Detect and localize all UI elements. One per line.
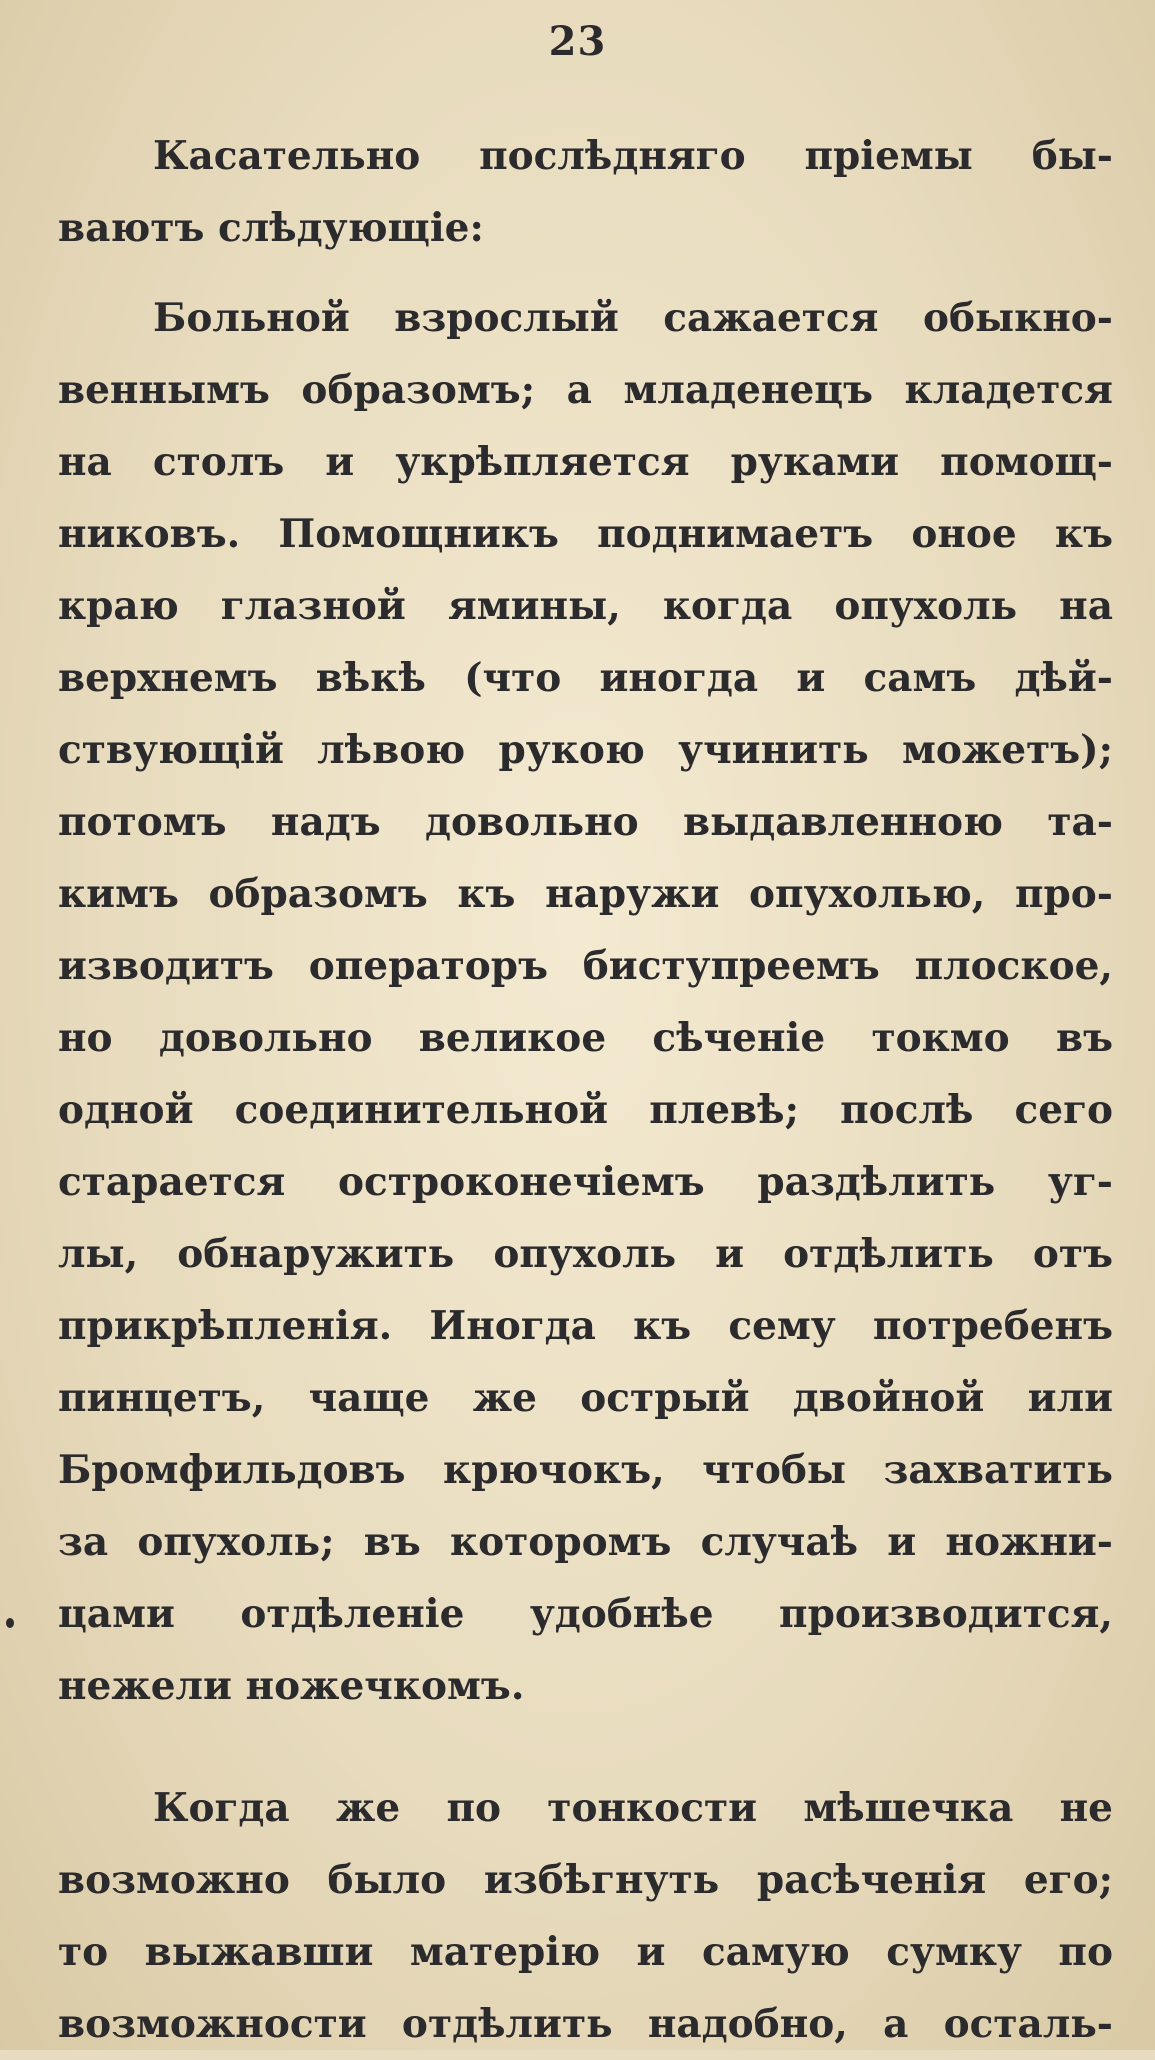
text-line: возможности отдѣлить надобно, а осталь- bbox=[58, 2001, 1113, 2047]
text-line: верхнемъ вѣкѣ (что иногда и самъ дѣй- bbox=[58, 655, 1113, 701]
text-line: лы, обнаружить опухоль и отдѣлить отъ bbox=[58, 1231, 1113, 1277]
text-line: Когда же по тонкости мѣшечка не bbox=[153, 1785, 1113, 1831]
text-line: ствующій лѣвою рукою учинить можетъ); bbox=[58, 727, 1113, 773]
body-text bbox=[58, 120, 1113, 2060]
paragraph-1 bbox=[58, 120, 1113, 264]
text-line: кимъ образомъ къ наружи опухолью, про- bbox=[58, 871, 1113, 917]
text-line: пинцетъ, чаще же острый двойной или bbox=[58, 1375, 1113, 1421]
paragraph-2 bbox=[58, 282, 1113, 1722]
text-line: то выжавши матерію и самую сумку по bbox=[58, 1929, 1113, 1975]
text-line: веннымъ образомъ; а младенецъ кладется bbox=[58, 367, 1113, 413]
text-line: старается остроконечіемъ раздѣлить уг- bbox=[58, 1159, 1113, 1205]
text-line: одной соединительной плевѣ; послѣ сего bbox=[58, 1087, 1113, 1133]
text-line: на столъ и укрѣпляется руками помощ- bbox=[58, 439, 1113, 485]
text-line: Больной взрослый сажается обыкно- bbox=[153, 295, 1113, 341]
text-line: никовъ. Помощникъ поднимаетъ оное къ bbox=[58, 511, 1113, 557]
text-line: цами отдѣленіе удобнѣе производится, bbox=[58, 1591, 1113, 1637]
page-number: 23 bbox=[548, 18, 607, 65]
text-line: краю глазной ямины, когда опухоль на bbox=[58, 583, 1113, 629]
text-line: возможно было избѣгнуть расѣченія его; bbox=[58, 1857, 1113, 1903]
text-line: но довольно великое сѣченіе токмо въ bbox=[58, 1015, 1113, 1061]
text-line: потомъ надъ довольно выдавленною та- bbox=[58, 799, 1113, 845]
text-line: прикрѣпленія. Иногда къ сему потребенъ bbox=[58, 1303, 1113, 1349]
text-line: ваютъ слѣдующіе: bbox=[58, 205, 484, 251]
text-line: нежели ножечкомъ. bbox=[58, 1663, 525, 1709]
text-line: Касательно послѣдняго пріемы бы- bbox=[153, 133, 1113, 179]
text-line: Бромфильдовъ крючокъ, чтобы захватить bbox=[58, 1447, 1113, 1493]
paragraph-3 bbox=[58, 1772, 1113, 2060]
text-line: за опухоль; въ которомъ случаѣ и ножни- bbox=[58, 1519, 1113, 1565]
ink-speck bbox=[6, 1618, 14, 1628]
text-line: изводитъ операторъ биступреемъ плоское, bbox=[58, 943, 1113, 989]
